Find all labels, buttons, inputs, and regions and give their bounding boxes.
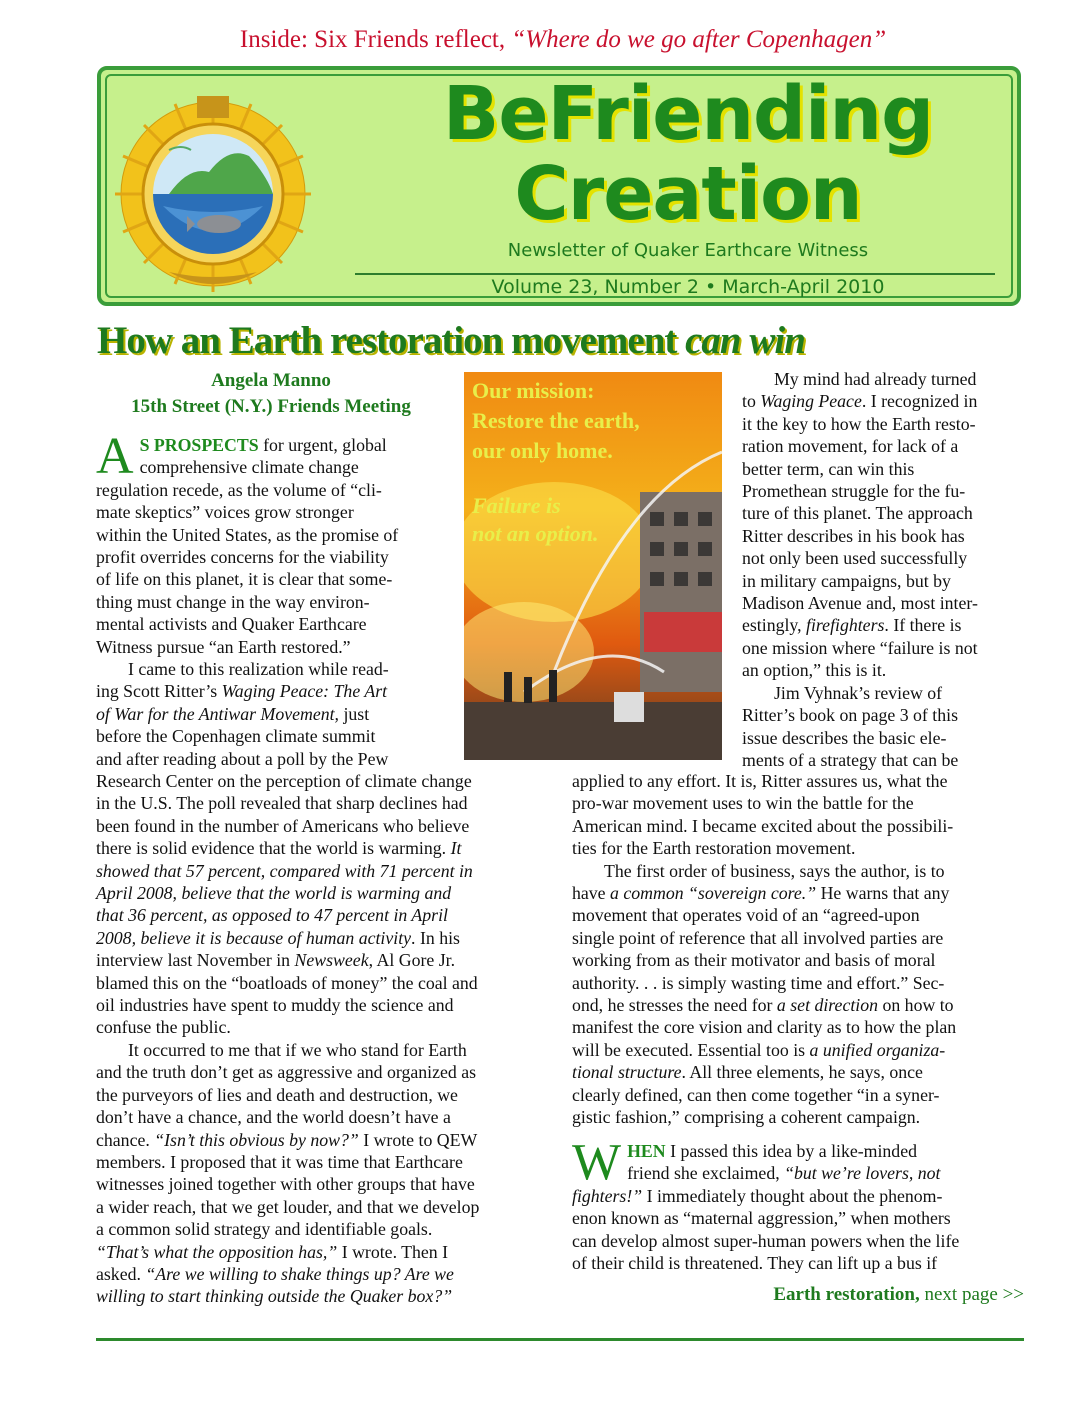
author-name: Angela Manno <box>211 370 331 391</box>
photo-caption-line3: our only home. <box>472 438 613 463</box>
photo-caption-line4: Failure is <box>472 493 561 518</box>
lead-in-2: HEN <box>627 1141 666 1161</box>
photo-caption-line1: Our mission: <box>472 378 595 403</box>
article-col-left: A S PROSPECTS for urgent, global comprehensive climate change regulation recede, as the volume of “cli- mate skeptics” voices grow stronger within the United States, as the promise of profit overrides concerns for the viability of life on this planet, it is clear that some- thing must change in the way environ- mental activists and Quaker Earthcare Witness pursue “an Earth restored.” I came to this realization while read- ing Scott Ritter’s Waging Peace: The Art of War for the Antiwar Movement, just before the Copenhagen climate summit and after reading about a poll by the Pew <box>96 428 399 769</box>
firefighting-photo <box>464 372 722 760</box>
article-col-left-wide: Research Center on the perception of climate change in the U.S. The poll revealed that sharp declines had been found in the number of Americans who believe there is solid evidence that the world is warming. It showed that 57 percent, compared with 71 percent in April 2008, believe that the world is warming and that 36 percent, as opposed to 47 percent in April 2008, believe it is because of human activity. In his interview last November in Newsweek, Al Gore Jr. blamed this on the “boatloads of money” the coal and oil industries have spent to muddy the science and confuse the public. It occurred to me that if we who stand for Earth and the truth don’t get as aggressive and organized as the purveyors of lies and death and destruction, we don’t have a chance, and the world doesn’t have a chance. “Isn’t this obvious by now?” I wrote to QEW members. I proposed that it was time that Earthcare witnesses joined together with other groups that have a wider reach, that we get louder, and that we develop a common solid strategy and identifiable goals. “That’s what the opposition has,” I wrote. Then I asked. “Are we willing to shake things up? Are we willing to start thinking outside the Quaker box?” <box>96 771 480 1307</box>
article-headline: How an Earth restoration movement can win <box>97 319 805 362</box>
author-affiliation: 15th Street (N.Y.) Friends Meeting <box>131 396 411 417</box>
article-col-right-bottom: WHEN I passed this idea by a like-minded friend she exclaimed, “but we’re lovers, not fighters!” I immediately thought about the phenom- enon known as “maternal aggression,” when mothers can develop almost super-human powers when the life of their child is threatened. They can lift up a bus if <box>572 1134 960 1274</box>
masthead-subtitle: Newsletter of Quaker Earthcare Witness <box>507 240 869 261</box>
masthead-title <box>365 71 1011 237</box>
dropcap-w: W <box>572 1134 622 1191</box>
photo-caption-line2: Restore the earth, <box>472 408 640 433</box>
photo-caption-line5: not an option. <box>472 521 599 546</box>
teaser-quote: “Where do we go after Copenhagen” <box>511 26 887 53</box>
volume-line: Volume 23, Number 2 • March-April 2010 <box>491 276 885 298</box>
title-line-2: Creation <box>514 151 862 237</box>
dropcap-a: A <box>96 428 134 485</box>
qew-logo-icon <box>109 86 317 294</box>
inside-teaser <box>0 26 1088 54</box>
masthead-divider <box>355 273 995 275</box>
article-col-right-wide: applied to any effort. It is, Ritter assures us, what the pro-war movement uses to win the battle for the American mind. I became excited about the possibili- ties for the Earth restoration movement. The first order of business, says the author, is to have a common “sovereign core.” He warns that any movement that operates void of an “agreed-upon single point of reference that all involved parties are working from as their motivator and basis of moral authority. . . is simply wasting time and effort.” Sec- ond, he stresses the need for a set direction on how to manifest the core vision and clarity as to how the plan will be executed. Essential too is a unified organiza- tional structure. All three elements, he says, once clearly defined, can then come together “in a syner- gistic fashion,” comprising a coherent campaign. <box>572 771 957 1128</box>
article-col-right: My mind had already turned to Waging Peace. I recognized in it the key to how the Earth resto- ration movement, for lack of a better term, can win this Promethean struggle for the fu- ture of this planet. The approach Ritter describes in his book has not only been used successfully in military campaigns, but by Madison Avenue and, most inter- estingly, firefighters. If there is one mission where “failure is not an option,” this is it. Jim Vyhnak’s review of Ritter’s book on page 3 of this issue describes the basic ele- ments of a strategy that can be <box>742 369 978 770</box>
bottom-divider <box>96 1338 1024 1341</box>
headline-emphasis: can win <box>685 319 805 362</box>
masthead <box>97 66 1021 306</box>
title-line-1: BeFriending <box>442 71 934 157</box>
continued-next-page-link[interactable]: Earth restoration, next page >> <box>773 1284 1024 1305</box>
teaser-text: Inside: Six Friends reflect, <box>239 26 512 53</box>
lead-in: S PROSPECTS <box>139 435 259 455</box>
